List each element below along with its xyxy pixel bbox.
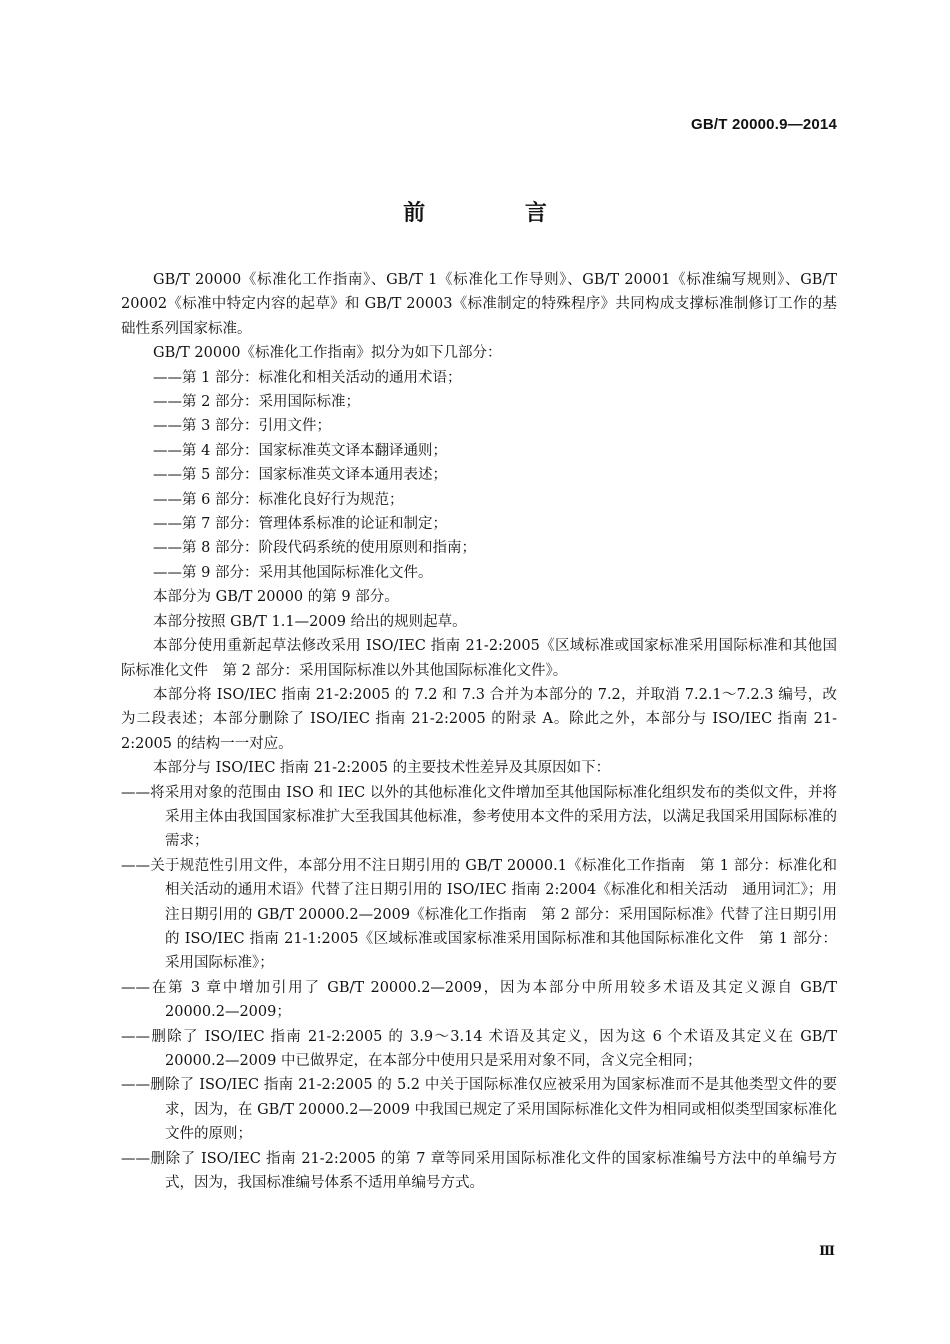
difference-item: ——删除了 ISO/IEC 指南 21-2:2005 的第 7 章等同采用国际标准化文件的国家标准编号方法中的单编号方式，因为，我国标准编号体系不适用单编号方式。: [121, 1150, 837, 1192]
part-list-item: ——第 9 部分：采用其他国际标准化文件。: [153, 564, 433, 581]
page-title: 前 言: [403, 201, 593, 226]
body-paragraph: 本部分将 ISO/IEC 指南 21-2:2005 的 7.2 和 7.3 合并为本部分的 7.2，并取消 7.2.1～7.2.3 编号，改为二段表述；本部分删除了 ISO/IEC 指南 21-2:2005 的附录 A。除此之外，本部分与 ISO/IEC 指南 21-2:2005 的结构一一对应。: [121, 686, 837, 752]
intro-paragraph: GB/T 20000《标准化工作指南》拟分为如下几部分：: [153, 345, 502, 362]
document-code: GB/T 20000.9—2014: [691, 116, 837, 133]
difference-item: ——在第 3 章中增加引用了 GB/T 20000.2—2009，因为本部分中所用较多术语及其定义源自 GB/T 20000.2—2009；: [121, 979, 837, 1021]
part-list-item: ——第 1 部分：标准化和相关活动的通用术语；: [153, 369, 462, 386]
part-list-item: ——第 8 部分：阶段代码系统的使用原则和指南；: [153, 540, 476, 557]
part-list-item: ——第 4 部分：国家标准英文译本翻译通则；: [153, 442, 447, 459]
body-paragraph: 本部分为 GB/T 20000 的第 9 部分。: [153, 589, 399, 606]
body-paragraph: 本部分使用重新起草法修改采用 ISO/IEC 指南 21-2:2005《区域标准或国家标准采用国际标准和其他国际标准化文件 第 2 部分：采用国际标准以外其他国际标准化文件》。: [121, 638, 837, 679]
difference-item: ——关于规范性引用文件，本部分用不注日期引用的 GB/T 20000.1《标准化工作指南 第 1 部分：标准化和相关活动的通用术语》代替了注日期引用的 ISO/IEC 指南 2:2004《标准化和相关活动 通用词汇》；用注日期引用的 GB/T 20000.2—2009《标准化工作指南 第 2 部分：采用国际标准》代替了注日期引用的 ISO/IEC 指南 21-1:2005《区域标准或国家标准采用国际标准和其他国际标准化文件 第 1 部分：采用国际标准》；: [121, 857, 837, 972]
body-paragraph: 本部分与 ISO/IEC 指南 21-2:2005 的主要技术性差异及其原因如下：: [153, 760, 611, 777]
document-body: [121, 268, 837, 1195]
difference-item: ——删除了 ISO/IEC 指南 21-2:2005 的 3.9～3.14 术语及其定义，因为这 6 个术语及其定义在 GB/T 20000.2—2009 中已做界定，在本部分中使用只是采用对象不同，含义完全相同；: [121, 1028, 837, 1069]
intro-paragraph: GB/T 20000《标准化工作指南》、GB/T 1《标准化工作导则》、GB/T 20001《标准编写规则》、GB/T 20002《标准中特定内容的起草》和 GB/T 20003《标准制定的特殊程序》共同构成支撑标准制修订工作的基础性系列国家标准。: [121, 272, 837, 337]
part-list-item: ——第 5 部分：国家标准英文译本通用表述；: [153, 467, 447, 484]
part-list-item: ——第 6 部分：标准化良好行为规范；: [153, 491, 404, 508]
part-list-item: ——第 3 部分：引用文件；: [153, 418, 331, 435]
body-paragraph: 本部分按照 GB/T 1.1—2009 给出的规则起草。: [153, 613, 467, 630]
difference-item: ——将采用对象的范围由 ISO 和 IEC 以外的其他标准化文件增加至其他国际标准化组织发布的类似文件，并将采用主体由我国国家标准扩大至我国其他标准，参考使用本文件的采用方法，以满足我国采用国际标准的需求；: [121, 784, 837, 850]
part-list-item: ——第 2 部分：采用国际标准；: [153, 394, 360, 411]
page-number: Ⅲ: [819, 1244, 834, 1259]
part-list-item: ——第 7 部分：管理体系标准的论证和制定；: [153, 516, 447, 533]
difference-item: ——删除了 ISO/IEC 指南 21-2:2005 的 5.2 中关于国际标准仅应被采用为国家标准而不是其他类型文件的要求，因为，在 GB/T 20000.2—2009 中我国已规定了采用国际标准化文件为相同或相似类型国家标准化文件的原则；: [121, 1077, 837, 1143]
